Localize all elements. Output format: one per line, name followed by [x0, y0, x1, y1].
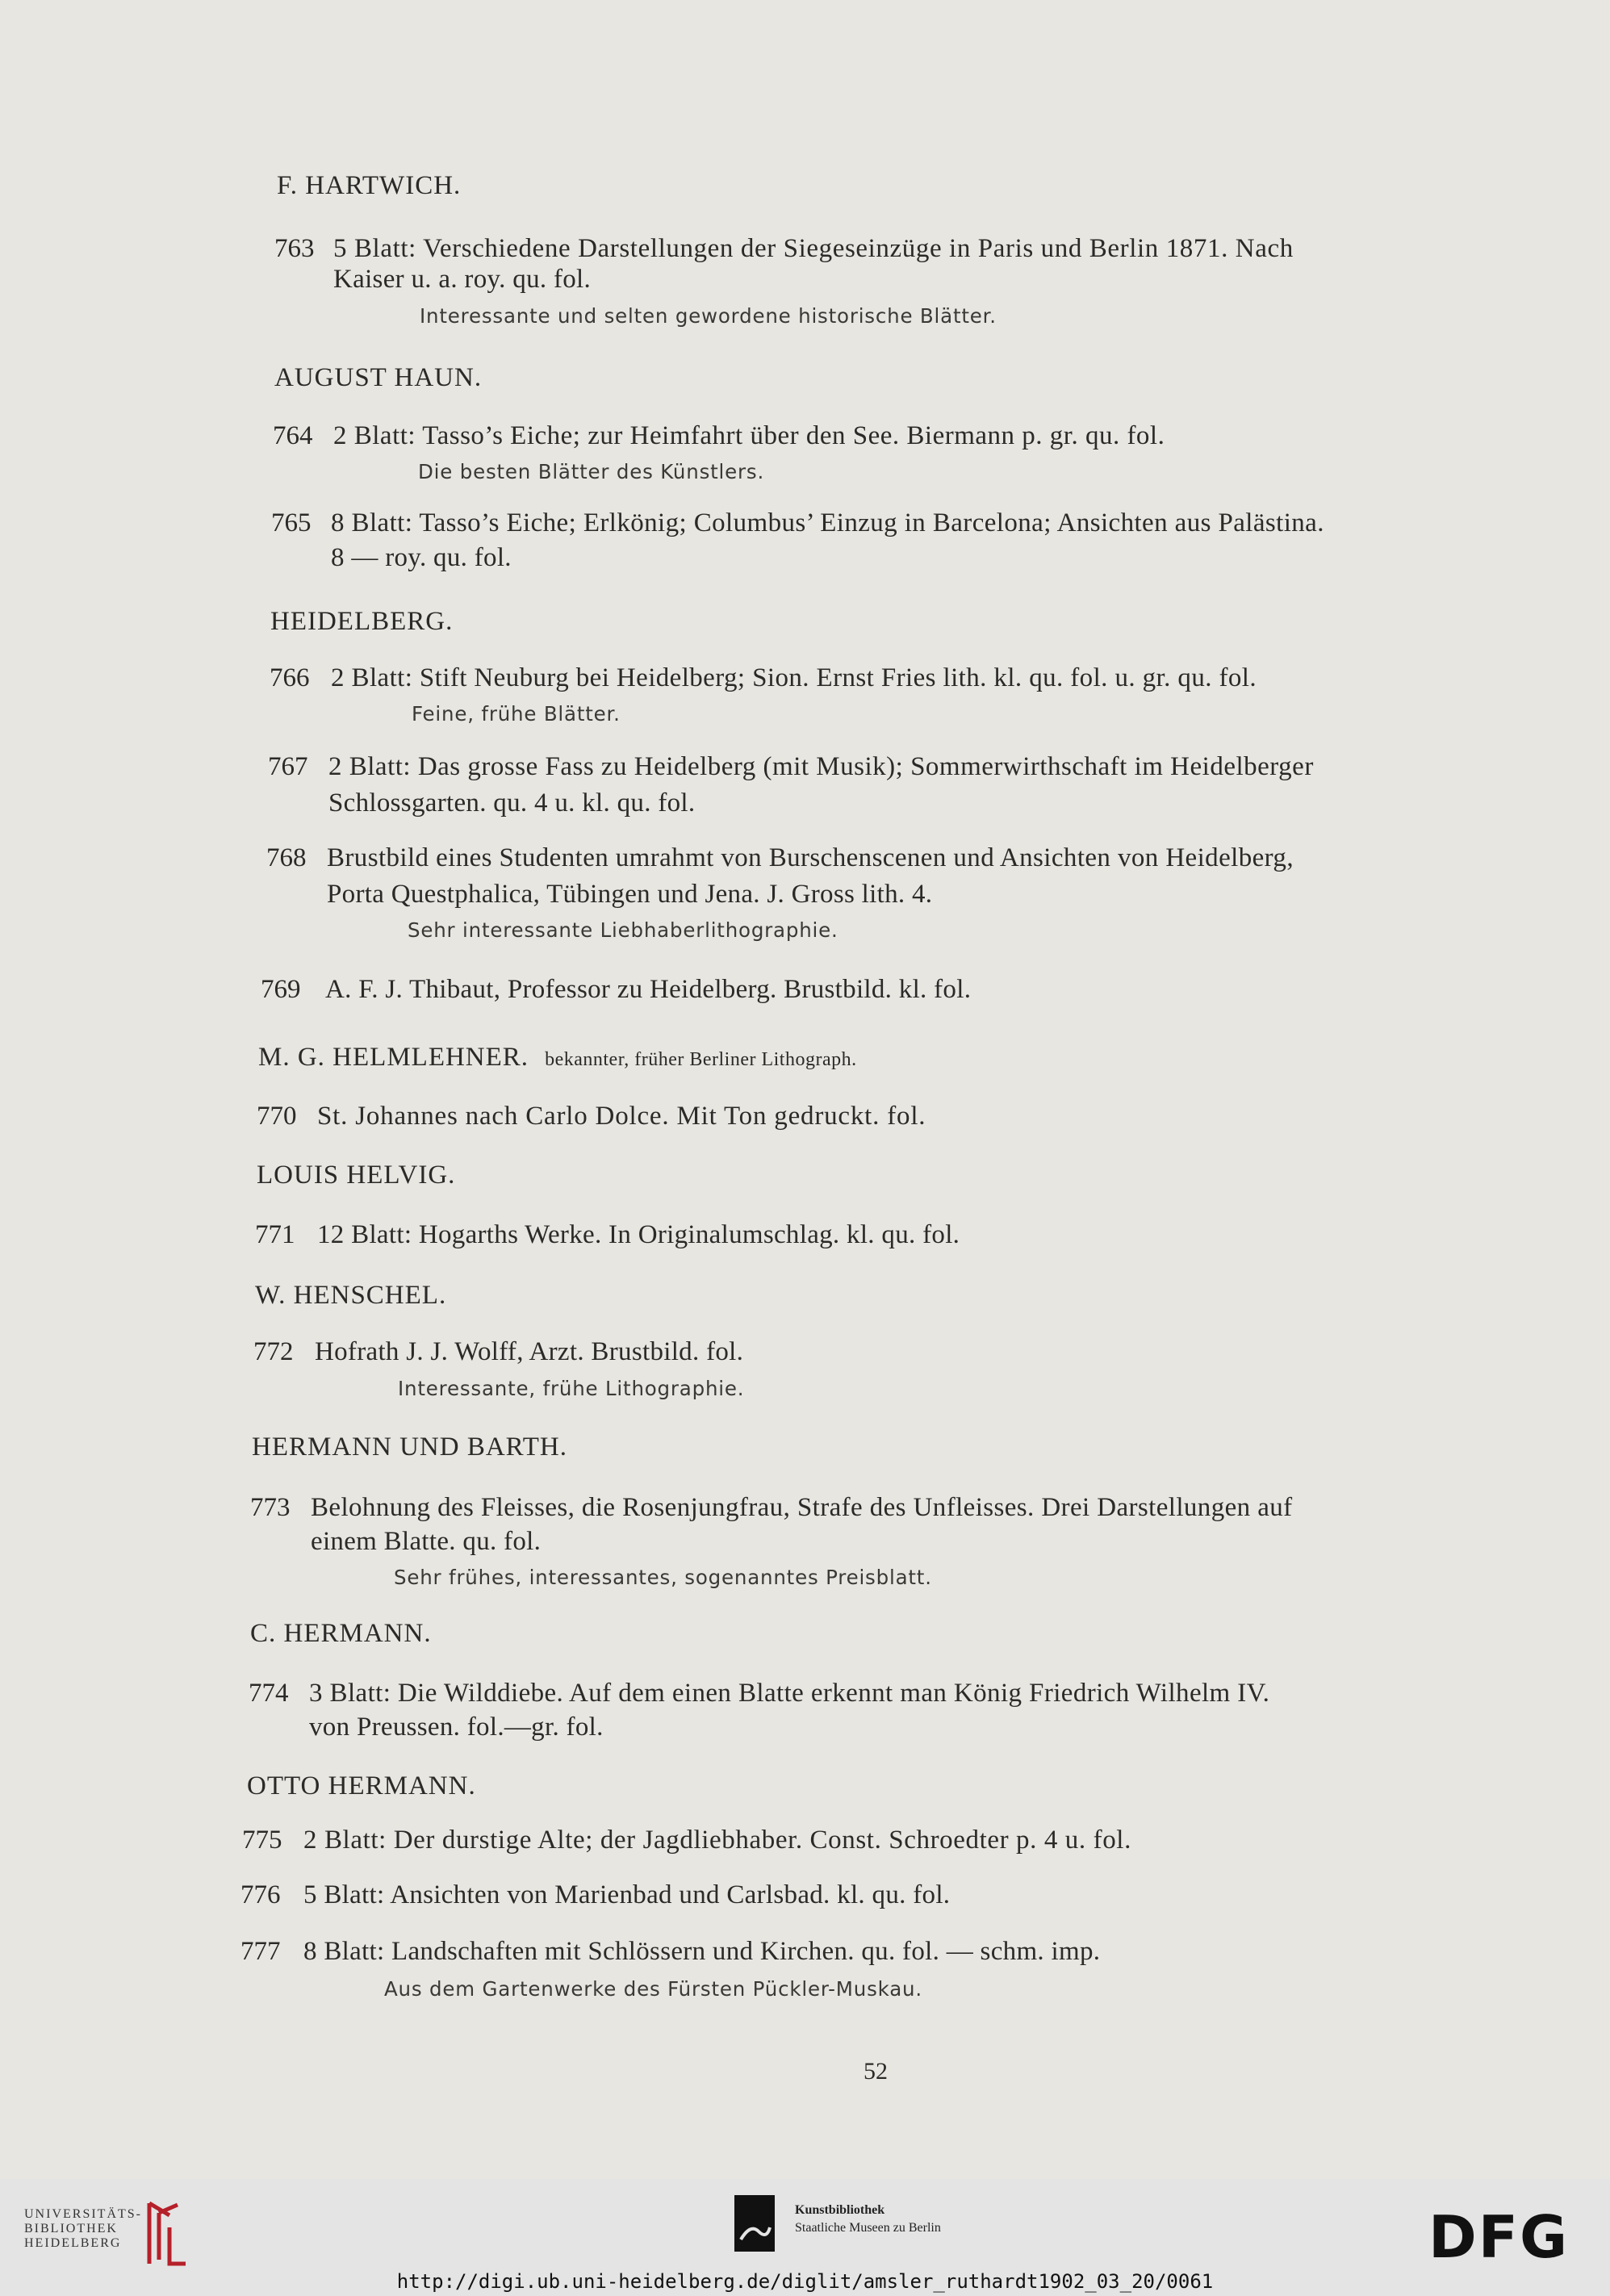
entry-note: Interessante, frühe Lithographie.: [398, 1377, 745, 1400]
entry-text: einem Blatte. qu. fol.: [311, 1527, 542, 1556]
section-heading: HEIDELBERG.: [270, 607, 454, 636]
section-heading: AUGUST HAUN.: [274, 363, 483, 392]
dfg-logo: DFG: [1428, 2203, 1570, 2271]
entry-text: 5 Blatt: Verschiedene Darstellungen der Siegeseinzüge in Paris und Berlin 1871. Nach: [333, 234, 1294, 263]
section-heading: LOUIS HELVIG.: [257, 1161, 456, 1190]
entry-text: 8 Blatt: Landschaften mit Schlössern und Kirchen. qu. fol. — schm. imp.: [303, 1937, 1101, 1966]
university-line: HEIDELBERG: [24, 2236, 122, 2250]
university-line: UNIVERSITÄTS-: [24, 2207, 142, 2221]
section-heading: W. HENSCHEL.: [255, 1281, 447, 1310]
entry-text: 5 Blatt: Ansichten von Marienbad und Carlsbad. kl. qu. fol.: [303, 1880, 951, 1909]
university-line: BIBLIOTHEK: [24, 2222, 118, 2235]
entry-text: St. Johannes nach Carlo Dolce. Mit Ton gedruckt. fol.: [317, 1102, 926, 1131]
entry-note: Sehr frühes, interessantes, sogenanntes Preisblatt.: [394, 1566, 932, 1589]
kb-title: Kunstbibliothek: [795, 2203, 885, 2217]
entry-text: Brustbild eines Studenten umrahmt von Burschenscenen und Ansichten von Heidelberg,: [327, 843, 1294, 872]
entry-number: 769: [261, 975, 301, 1004]
entry-number: 767: [268, 752, 308, 781]
entry-text: Belohnung des Fleisses, die Rosenjungfrau, Strafe des Unfleisses. Drei Darstellungen auf: [311, 1493, 1293, 1522]
entry-number: 776: [240, 1880, 281, 1909]
entry-text: Hofrath J. J. Wolff, Arzt. Brustbild. fol.: [315, 1337, 744, 1366]
university-library-logo-text: [24, 2207, 142, 2251]
entry-text: A. F. J. Thibaut, Professor zu Heidelberg. Brustbild. kl. fol.: [325, 975, 972, 1004]
source-url[interactable]: http://digi.ub.uni-heidelberg.de/diglit/amsler_ruthardt1902_03_20/0061: [396, 2270, 1214, 2293]
kunstbibliothek-logo-icon: [734, 2195, 775, 2252]
entry-number: 771: [255, 1220, 295, 1249]
entry-text: 3 Blatt: Die Wilddiebe. Auf dem einen Blatte erkennt man König Friedrich Wilhelm IV.: [309, 1679, 1270, 1708]
entry-note: Die besten Blätter des Künstlers.: [418, 460, 765, 483]
entry-number: 764: [273, 421, 313, 450]
section-heading: HERMANN UND BARTH.: [252, 1432, 567, 1462]
entry-text: 12 Blatt: Hogarths Werke. In Originalumschlag. kl. qu. fol.: [317, 1220, 960, 1249]
entry-text: 8 — roy. qu. fol.: [331, 543, 512, 572]
entry-number: 772: [253, 1337, 294, 1366]
entry-text: 8 Blatt: Tasso’s Eiche; Erlkönig; Columbus’ Einzug in Barcelona; Ansichten aus Palästina.: [331, 508, 1324, 537]
entry-number: 775: [242, 1826, 282, 1855]
entry-text: 2 Blatt: Das grosse Fass zu Heidelberg (mit Musik); Sommerwirthschaft im Heidelberger: [328, 752, 1314, 781]
entry-text: 2 Blatt: Der durstige Alte; der Jagdliebhaber. Const. Schroedter p. 4 u. fol.: [303, 1826, 1131, 1855]
page-number: 52: [864, 2058, 888, 2085]
entry-note: Aus dem Gartenwerke des Fürsten Pückler-Muskau.: [384, 1977, 922, 2001]
university-library-logo-icon: [141, 2195, 198, 2268]
entry-text: Kaiser u. a. roy. qu. fol.: [333, 265, 592, 294]
entry-note: Interessante und selten gewordene historische Blätter.: [420, 304, 997, 328]
kb-subtitle: Staatliche Museen zu Berlin: [795, 2221, 941, 2235]
entry-number: 763: [274, 234, 315, 263]
entry-text: 2 Blatt: Tasso’s Eiche; zur Heimfahrt über den See. Biermann p. gr. qu. fol.: [333, 421, 1165, 450]
entry-number: 773: [250, 1493, 291, 1522]
section-heading-note: bekannter, früher Berliner Lithograph.: [545, 1049, 857, 1070]
section-heading: C. HERMANN.: [250, 1619, 432, 1648]
entry-note: Sehr interessante Liebhaberlithographie.: [408, 918, 838, 942]
section-heading: OTTO HERMANN.: [247, 1771, 476, 1800]
entry-text: Schlossgarten. qu. 4 u. kl. qu. fol.: [328, 788, 696, 818]
section-heading: [258, 1043, 857, 1073]
entry-text: 2 Blatt: Stift Neuburg bei Heidelberg; Sion. Ernst Fries lith. kl. qu. fol. u. gr. qu. fol.: [331, 663, 1257, 692]
entry-note: Feine, frühe Blätter.: [412, 702, 621, 726]
section-heading: F. HARTWICH.: [277, 171, 462, 200]
entry-number: 765: [271, 508, 312, 537]
entry-number: 766: [270, 663, 310, 692]
entry-text: von Preussen. fol.—gr. fol.: [309, 1713, 604, 1742]
entry-number: 774: [249, 1679, 289, 1708]
entry-number: 777: [240, 1937, 281, 1966]
section-heading-text: M. G. HELMLEHNER.: [258, 1043, 529, 1072]
entry-number: 768: [266, 843, 307, 872]
entry-text: Porta Questphalica, Tübingen und Jena. J. Gross lith. 4.: [327, 880, 933, 909]
entry-number: 770: [257, 1102, 297, 1131]
kunstbibliothek-logo-text: [795, 2202, 941, 2237]
